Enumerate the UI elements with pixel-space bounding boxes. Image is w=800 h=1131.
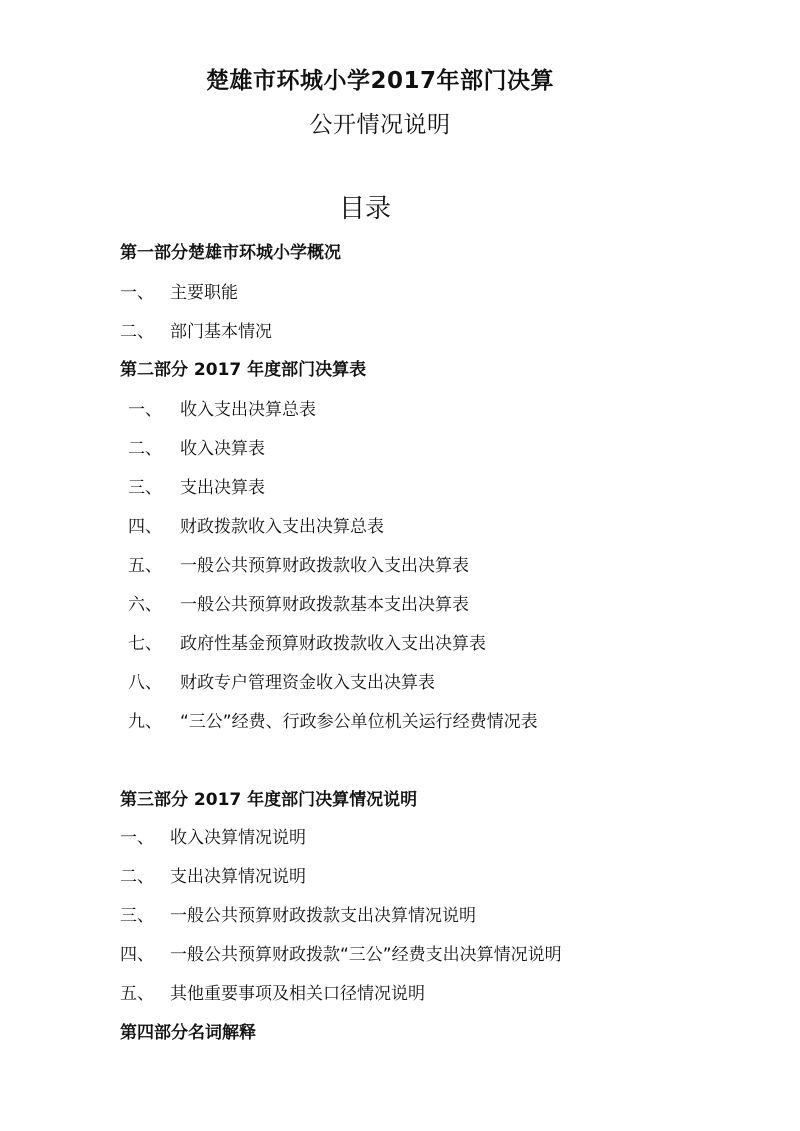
part2-item-7 xyxy=(128,629,486,654)
part2-item-9 xyxy=(128,707,538,732)
item-number: 四、 xyxy=(128,517,162,537)
item-number: 二、 xyxy=(120,322,154,342)
item-number: 一、 xyxy=(120,283,154,303)
item-number: 一、 xyxy=(128,400,162,420)
item-label: 财政拨款收入支出决算总表 xyxy=(180,517,384,537)
item-label: 其他重要事项及相关口径情况说明 xyxy=(170,984,425,1004)
item-number: 五、 xyxy=(128,556,162,576)
part3-heading: 第三部分 2017 年度部门决算情况说明 xyxy=(120,790,418,810)
item-label: 收入支出决算总表 xyxy=(180,400,316,420)
part2-heading: 第二部分 2017 年度部门决算表 xyxy=(120,360,367,380)
item-label: 支出决算情况说明 xyxy=(170,867,306,887)
part2-item-4 xyxy=(128,512,384,537)
part3-item-4 xyxy=(120,940,562,965)
part3-item-3 xyxy=(120,901,476,926)
document-title-line2: 公开情况说明 xyxy=(309,112,451,138)
item-label: 政府性基金预算财政拨款收入支出决算表 xyxy=(180,634,486,654)
part3-item-1 xyxy=(120,823,306,848)
item-number: 六、 xyxy=(128,595,162,615)
document-title-line1: 楚雄市环城小学2017年部门决算 xyxy=(205,68,554,94)
part1-item-1 xyxy=(120,278,238,303)
item-number: 五、 xyxy=(120,984,154,1004)
item-label: 部门基本情况 xyxy=(170,322,272,342)
item-number: 二、 xyxy=(120,867,154,887)
item-number: 九、 xyxy=(128,712,162,732)
part2-item-8 xyxy=(128,668,435,693)
part1-heading: 第一部分楚雄市环城小学概况 xyxy=(120,243,341,263)
item-label: 一般公共预算财政拨款支出决算情况说明 xyxy=(170,906,476,926)
item-label: 收入决算表 xyxy=(180,439,265,459)
item-number: 四、 xyxy=(120,945,154,965)
part2-item-6 xyxy=(128,590,469,615)
part2-item-1 xyxy=(128,395,316,420)
item-number: 二、 xyxy=(128,439,162,459)
item-number: 三、 xyxy=(128,478,162,498)
part1-item-2 xyxy=(120,317,272,342)
part2-item-2 xyxy=(128,434,265,459)
item-number: 七、 xyxy=(128,634,162,654)
part4-heading: 第四部分名词解释 xyxy=(120,1023,256,1043)
item-label: 支出决算表 xyxy=(180,478,265,498)
item-label: 一般公共预算财政拨款基本支出决算表 xyxy=(180,595,469,615)
part3-item-2 xyxy=(120,862,306,887)
item-label: 主要职能 xyxy=(170,283,238,303)
toc-heading: 目录 xyxy=(338,194,391,224)
item-number: 八、 xyxy=(128,673,162,693)
part2-item-5 xyxy=(128,551,469,576)
item-number: 三、 xyxy=(120,906,154,926)
item-label: 收入决算情况说明 xyxy=(170,828,306,848)
item-number: 一、 xyxy=(120,828,154,848)
item-label: 一般公共预算财政拨款收入支出决算表 xyxy=(180,556,469,576)
part2-item-3 xyxy=(128,473,265,498)
item-label: “三公”经费、行政参公单位机关运行经费情况表 xyxy=(180,712,538,732)
item-label: 财政专户管理资金收入支出决算表 xyxy=(180,673,435,693)
item-label: 一般公共预算财政拨款“三公”经费支出决算情况说明 xyxy=(170,945,562,965)
part3-item-5 xyxy=(120,979,425,1004)
